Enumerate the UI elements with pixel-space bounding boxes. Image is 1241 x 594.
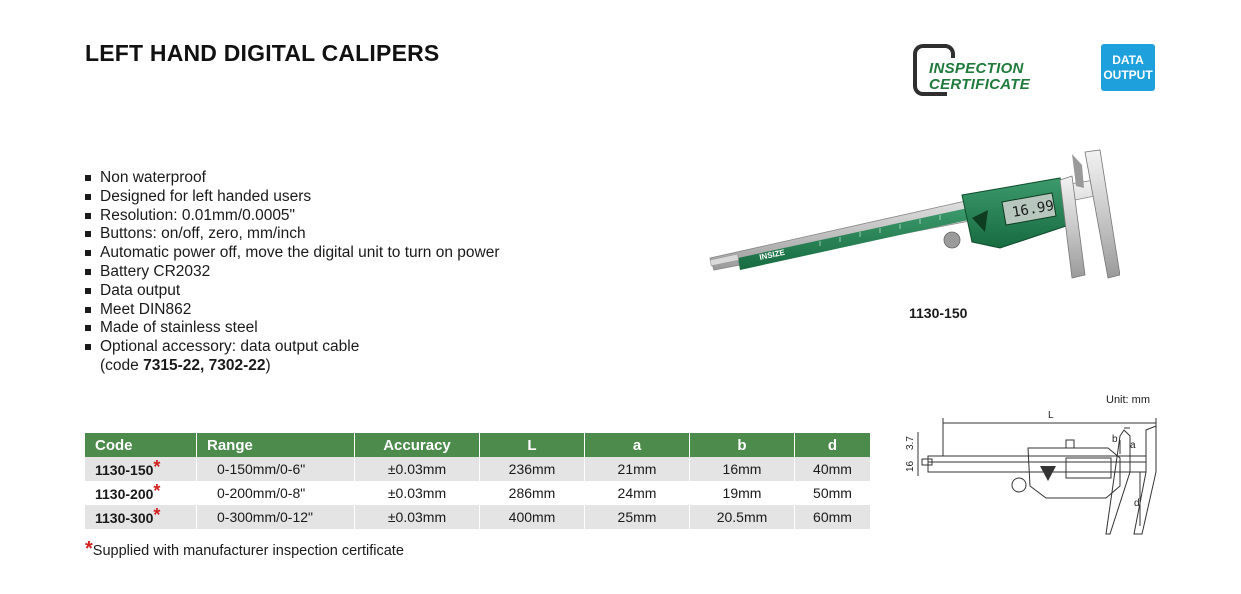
star-icon: * [153,504,161,525]
cell-L: 236mm [480,457,585,481]
dim-label-L: L [1048,410,1054,421]
spec-table [85,433,871,529]
feature-item-continuation [85,357,500,376]
bullet-icon [85,175,91,181]
feature-item [85,319,500,338]
footnote [85,538,404,561]
data-output-line1: DATA [1112,52,1144,67]
star-icon: * [153,480,161,501]
photo-caption: 1130-150 [909,305,968,321]
cert-logo-line1: INSPECTION [929,60,1024,77]
table-row [85,505,871,529]
feature-item [85,188,500,207]
star-icon: * [153,456,161,477]
feature-item [85,169,500,188]
feature-text: Buttons: on/off, zero, mm/inch [100,225,306,243]
accessory-code-suffix: ) [265,356,271,374]
col-header-accuracy: Accuracy [355,433,480,457]
cert-frame-top-icon [925,44,955,58]
dimension-drawing [898,406,1178,540]
unit-label: Unit: mm [1106,394,1150,406]
cert-logo-line2: CERTIFICATE [929,76,1031,93]
feature-item [85,263,500,282]
cell-a: 21mm [585,457,690,481]
cell-range: 0-150mm/0-6" [197,457,355,481]
upper-jaw [1072,154,1084,188]
feature-item [85,244,500,263]
feature-text: Meet DIN862 [100,300,192,318]
bullet-icon [85,194,91,200]
page-title: LEFT HAND DIGITAL CALIPERS [85,40,440,66]
brand-label: INSIZE [758,247,786,262]
cell-code [85,457,197,481]
feature-text: Automatic power off, move the digital unit to turn on power [100,244,500,262]
cell-code [85,505,197,529]
dim-label-37: 3.7 [905,436,916,450]
caliper-scale-strip [738,208,968,270]
accessory-code-prefix: (code [100,356,144,374]
cell-b: 20.5mm [690,505,795,529]
col-header-L: L [480,433,585,457]
bullet-icon [85,288,91,294]
bullet-icon [85,269,91,275]
dim-label-16: 16 [905,460,916,472]
code-text: 1130-200 [95,485,154,502]
table-row [85,457,871,481]
drawing-triangle-icon [1040,466,1056,481]
col-header-range: Range [197,433,355,457]
caliper-photo [700,140,1120,290]
cell-d: 60mm [795,505,871,529]
cell-code [85,481,197,505]
feature-item [85,338,500,357]
feature-text: Resolution: 0.01mm/0.0005" [100,206,296,224]
drawing-lcd [1066,458,1111,478]
thumbwheel [944,232,960,248]
feature-text: Designed for left handed users [100,187,312,205]
feature-text: Data output [100,281,181,299]
col-header-b: b [690,433,795,457]
code-text: 1130-300 [95,509,154,526]
data-output-line2: OUTPUT [1103,67,1153,82]
cell-a: 24mm [585,481,690,505]
dim-label-a: a [1130,440,1136,451]
cell-range: 0-300mm/0-12" [197,505,355,529]
bullet-icon [85,307,91,313]
cell-L: 286mm [480,481,585,505]
inspection-certificate-logo [913,42,1063,94]
feature-text: Battery CR2032 [100,262,211,280]
cell-range: 0-200mm/0-8" [197,481,355,505]
drawing-fixed-jaw [1134,426,1156,534]
feature-text: Made of stainless steel [100,319,258,337]
cell-b: 19mm [690,481,795,505]
bullet-icon [85,325,91,331]
bullet-icon [85,213,91,219]
drawing-button [1066,440,1074,448]
cell-d: 50mm [795,481,871,505]
footnote-text: Supplied with manufacturer inspection certificate [92,543,404,559]
feature-item [85,207,500,226]
data-output-badge [1101,44,1155,91]
drawing-moving-jaw [1106,430,1130,534]
col-header-a: a [585,433,690,457]
feature-text: Non waterproof [100,169,206,186]
lcd-reading: 16.99 [1010,197,1056,221]
fixed-jaw [1085,150,1120,278]
dim-label-b: b [1112,434,1118,445]
cell-accuracy: ±0.03mm [355,505,480,529]
feature-item [85,225,500,244]
dim-label-d: d [1134,498,1140,509]
table-header-row [85,433,871,457]
accessory-codes: 7315-22, 7302-22 [143,356,266,374]
drawing-beam [928,456,1146,472]
bullet-icon [85,231,91,237]
cell-L: 400mm [480,505,585,529]
feature-item [85,282,500,301]
feature-list [85,169,500,376]
bullet-icon [85,344,91,350]
table-row [85,481,871,505]
col-header-code: Code [85,433,197,457]
cell-d: 40mm [795,457,871,481]
cell-accuracy: ±0.03mm [355,481,480,505]
code-text: 1130-150 [95,461,154,478]
col-header-d: d [795,433,871,457]
star-icon: * [85,538,93,560]
feature-item [85,301,500,320]
cell-a: 25mm [585,505,690,529]
cell-accuracy: ±0.03mm [355,457,480,481]
drawing-thumbwheel [1012,478,1026,492]
cell-b: 16mm [690,457,795,481]
feature-text: Optional accessory: data output cable [100,338,360,356]
bullet-icon [85,250,91,256]
